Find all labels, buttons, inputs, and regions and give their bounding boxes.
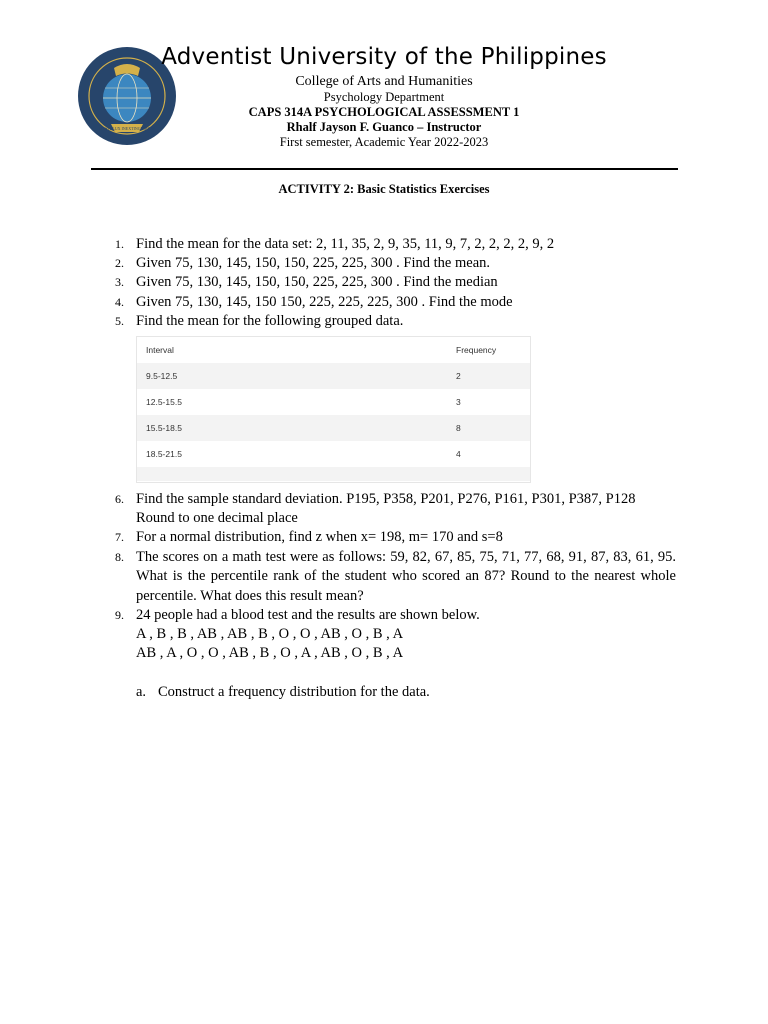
table-row — [137, 415, 530, 441]
question-number: 5. — [115, 314, 124, 328]
table-cell: 9.5-12.5 — [146, 371, 178, 381]
blood-data-line: AB , A , O , O , AB , B , O , A , AB , O , B , A — [136, 645, 404, 661]
question-text: Find the mean for the data set: 2, 11, 35, 2, 9, 35, 11, 9, 7, 2, 2, 2, 2, 9, 2 — [136, 236, 555, 252]
question-number: 3. — [115, 275, 124, 289]
subitem-label: a. — [136, 684, 147, 700]
blood-data-line: A , B , B , AB , AB , B , O , O , AB , O , B , A — [136, 626, 404, 642]
grouped-data-table — [136, 336, 531, 483]
question-text: Given 75, 130, 145, 150, 150, 225, 225, 300 . Find the median — [136, 274, 498, 290]
question-text: Find the mean for the following grouped data. — [136, 313, 404, 329]
table-cell: 2 — [456, 371, 461, 381]
table-cell: 3 — [456, 397, 461, 407]
question-number: 6. — [115, 492, 124, 506]
table-cell: 12.5-15.5 — [146, 397, 182, 407]
logo-motto: UT SIT LUX INEXTINGUIBILIS — [99, 126, 155, 131]
question-text: Given 75, 130, 145, 150 150, 225, 225, 225, 300 . Find the mode — [136, 294, 513, 310]
table-row — [137, 441, 530, 467]
table-cell: 8 — [456, 423, 461, 433]
table-cell: 18.5-21.5 — [146, 449, 182, 459]
university-name: Adventist University of the Philippines — [161, 44, 607, 70]
instructor-name: Rhalf Jayson F. Guanco – Instructor — [286, 120, 482, 134]
table-row — [137, 363, 530, 389]
activity-title: ACTIVITY 2: Basic Statistics Exercises — [278, 182, 490, 196]
table-header: Frequency — [456, 345, 497, 355]
table-row — [137, 389, 530, 415]
table-header-row — [137, 337, 530, 363]
question-text: Find the sample standard deviation. P195, P358, P201, P276, P161, P301, P387, P128 Round to one decimal place — [136, 491, 636, 527]
table-cell: 4 — [456, 449, 461, 459]
question-text: The scores on a math test were as follows: 59, 82, 67, 85, 75, 71, 77, 68, 91, 87, 83, 61, 95. What is the percentile rank of the student who scored an 87? Round to the nearest whole percentile. What does this result mean? — [136, 549, 676, 604]
question-number: 8. — [115, 550, 124, 564]
question-number: 1. — [115, 237, 124, 251]
subitem-text: Construct a frequency distribution for the data. — [158, 684, 430, 700]
question-number: 2. — [115, 256, 124, 270]
table-footer-row — [137, 467, 530, 481]
header-divider — [91, 168, 678, 170]
question-text: For a normal distribution, find z when x= 198, m= 170 and s=8 — [136, 529, 503, 545]
table-header: Interval — [146, 345, 174, 355]
question-text: Given 75, 130, 145, 150, 150, 225, 225, 300 . Find the mean. — [136, 255, 491, 271]
semester-label: First semester, Academic Year 2022-2023 — [279, 135, 489, 149]
question-number: 9. — [115, 608, 124, 622]
table-cell: 15.5-18.5 — [146, 423, 182, 433]
question-number: 4. — [115, 295, 124, 309]
department-name: Psychology Department — [323, 90, 445, 104]
course-title: CAPS 314A PSYCHOLOGICAL ASSESSMENT 1 — [248, 105, 520, 119]
college-name: College of Arts and Humanities — [295, 74, 473, 89]
question-text: 24 people had a blood test and the results are shown below. — [136, 607, 480, 623]
question-number: 7. — [115, 530, 124, 544]
